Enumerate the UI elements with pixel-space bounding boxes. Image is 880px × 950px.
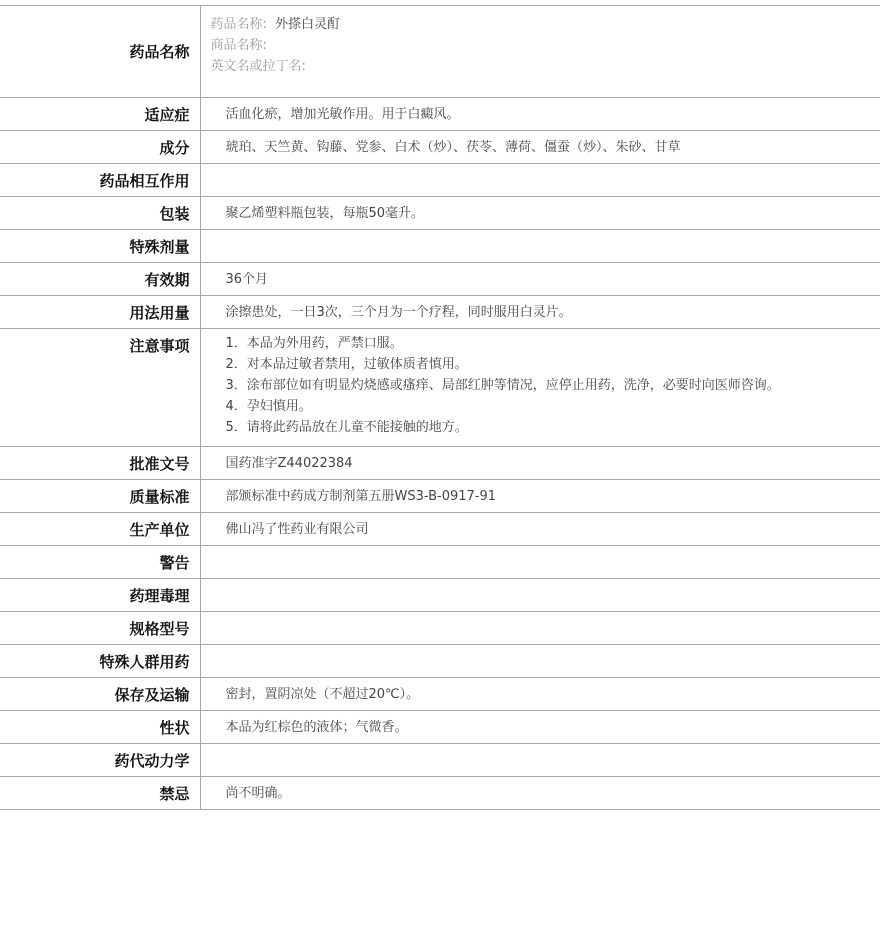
special-population-label: 特殊人群用药 — [0, 645, 200, 678]
shelf-life-label: 有效期 — [0, 263, 200, 296]
standard-value: 部颁标准中药成方制剂第五册WS3-B-0917-91 — [200, 480, 880, 513]
warning-label: 警告 — [0, 546, 200, 579]
row-specification — [0, 612, 880, 645]
manufacturer-label: 生产单位 — [0, 513, 200, 546]
interactions-value — [200, 164, 880, 197]
row-toxicology — [0, 579, 880, 612]
ingredients-value: 琥珀、天竺黄、钩藤、党参、白术（炒）、茯苓、薄荷、僵蚕（炒）、朱砂、甘草 — [200, 131, 880, 164]
ingredients-label: 成分 — [0, 131, 200, 164]
toxicology-value — [200, 579, 880, 612]
row-pharmacokinetics — [0, 744, 880, 777]
row-warning — [0, 546, 880, 579]
row-manufacturer — [0, 513, 880, 546]
row-appearance — [0, 711, 880, 744]
drug-name-value — [200, 6, 880, 98]
appearance-label: 性状 — [0, 711, 200, 744]
drug-spec-table — [0, 5, 880, 810]
toxicology-label: 药理毒理 — [0, 579, 200, 612]
special-dosage-label: 特殊剂量 — [0, 230, 200, 263]
approval-label: 批准文号 — [0, 447, 200, 480]
pharmacokinetics-label: 药代动力学 — [0, 744, 200, 777]
manufacturer-value: 佛山冯了性药业有限公司 — [200, 513, 880, 546]
precaution-item: 5．请将此药品放在儿童不能接触的地方。 — [225, 420, 468, 435]
drug-name-label: 药品名称 — [0, 6, 200, 98]
row-special-population — [0, 645, 880, 678]
storage-value: 密封，置阴凉处（不超过20℃）。 — [200, 678, 880, 711]
row-standard — [0, 480, 880, 513]
precautions-value — [200, 329, 880, 447]
indications-label: 适应症 — [0, 98, 200, 131]
row-packaging — [0, 197, 880, 230]
row-storage — [0, 678, 880, 711]
warning-value — [200, 546, 880, 579]
precaution-item: 1．本品为外用药，严禁口服。 — [225, 336, 403, 351]
pharmacokinetics-value — [200, 744, 880, 777]
contraindications-value: 尚不明确。 — [200, 777, 880, 810]
row-approval — [0, 447, 880, 480]
shelf-life-value: 36个月 — [200, 263, 880, 296]
precautions-label: 注意事项 — [0, 329, 200, 447]
generic-name-value: 外搽白灵酊 — [275, 17, 341, 32]
row-indications — [0, 98, 880, 131]
appearance-value: 本品为红棕色的液体；气微香。 — [200, 711, 880, 744]
row-interactions — [0, 164, 880, 197]
precaution-item: 2．对本品过敏者禁用，过敏体质者慎用。 — [225, 357, 468, 372]
row-contraindications — [0, 777, 880, 810]
special-population-value — [200, 645, 880, 678]
english-name-label: 英文名或拉丁名: — [210, 59, 306, 74]
row-drug-name — [0, 6, 880, 98]
trade-name-label: 商品名称: — [210, 38, 267, 53]
specification-value — [200, 612, 880, 645]
precaution-item: 4．孕妇慎用。 — [225, 399, 312, 414]
usage-value: 涂擦患处，一日3次，三个月为一个疗程，同时服用白灵片。 — [200, 296, 880, 329]
standard-label: 质量标准 — [0, 480, 200, 513]
interactions-label: 药品相互作用 — [0, 164, 200, 197]
packaging-value: 聚乙烯塑料瓶包装，每瓶50毫升。 — [200, 197, 880, 230]
indications-value: 活血化瘀，增加光敏作用。用于白癜风。 — [200, 98, 880, 131]
special-dosage-value — [200, 230, 880, 263]
usage-label: 用法用量 — [0, 296, 200, 329]
packaging-label: 包装 — [0, 197, 200, 230]
generic-name-label: 药品名称: — [210, 17, 267, 32]
row-precautions — [0, 329, 880, 447]
approval-value: 国药准字Z44022384 — [200, 447, 880, 480]
contraindications-label: 禁忌 — [0, 777, 200, 810]
row-ingredients — [0, 131, 880, 164]
row-shelf-life — [0, 263, 880, 296]
storage-label: 保存及运输 — [0, 678, 200, 711]
specification-label: 规格型号 — [0, 612, 200, 645]
row-usage — [0, 296, 880, 329]
precaution-item: 3．涂布部位如有明显灼烧感或瘙痒、局部红肿等情况，应停止用药，洗净，必要时向医师咨询。 — [225, 378, 780, 393]
row-special-dosage — [0, 230, 880, 263]
